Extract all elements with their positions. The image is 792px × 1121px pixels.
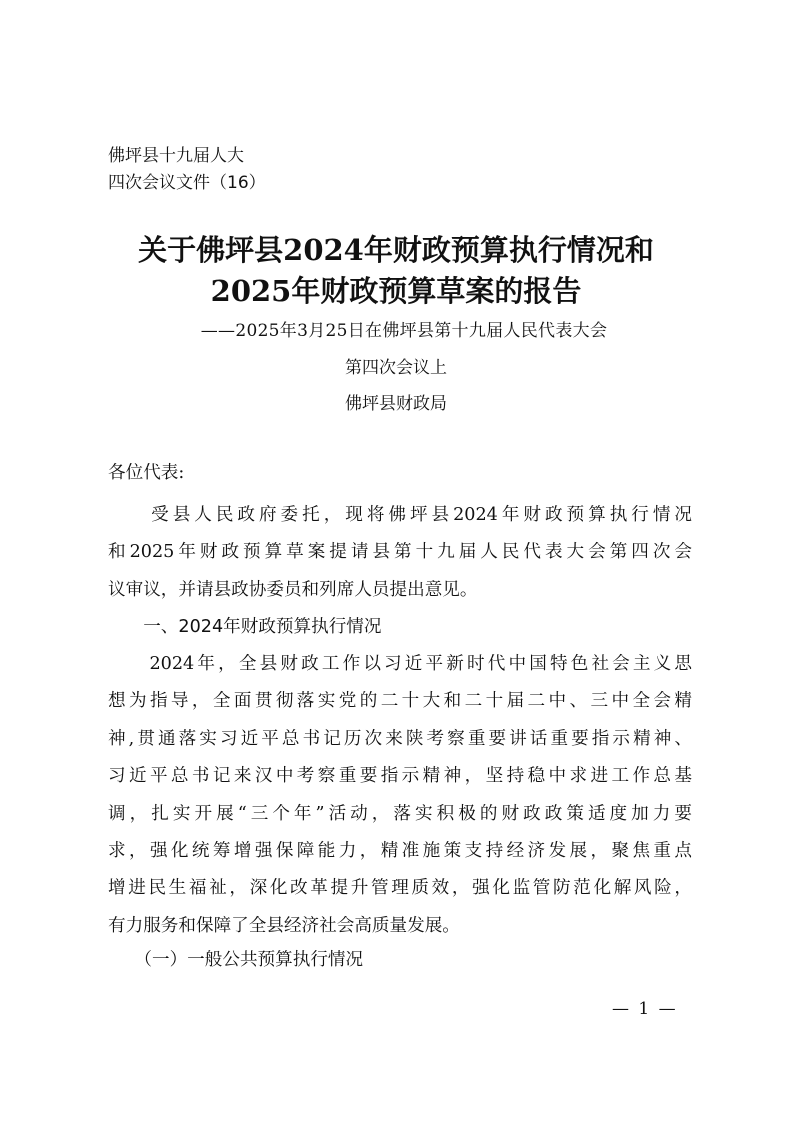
document-meta-session: 佛坪县十九届人大 [108,146,244,166]
paragraph-line: 2024年，全县财政工作以习近平新时代中国特色社会主义思 [108,654,692,674]
paragraph-line: 想为指导，全面贯彻落实党的二十大和二十届二中、三中全会精 [108,691,692,712]
paragraph-line: 习近平总书记来汉中考察重要指示精神，坚持稳中求进工作总基 [108,766,692,787]
document-title-line-1: 关于佛坪县2024年财政预算执行情况和 [138,233,654,267]
page-number: — 1 — [612,999,678,1019]
paragraph-line: 有力服务和保障了全县经济社会高质量发展。 [108,915,460,936]
paragraph-line: 受县人民政府委托，现将佛坪县2024年财政预算执行情况 [108,505,692,525]
salutation: 各位代表: [108,463,185,483]
subtitle-session-line: 第四次会议上 [345,358,447,378]
subtitle-date-line: ——2025年3月25日在佛坪县第十九届人民代表大会 [200,321,608,341]
document-title-line-2: 2025年财政预算草案的报告 [210,274,582,308]
paragraph-line: 和2025年财政预算草案提请县第十九届人民代表大会第四次会 [108,542,692,563]
paragraph-line: 神,贯通落实习近平总书记历次来陕考察重要讲话重要指示精神、 [108,728,692,749]
execution-paragraph [108,646,692,945]
document-meta-file-number: 四次会议文件（16） [108,173,266,193]
paragraph-line: 增进民生福祉，深化改革提升管理质效，强化监管防范化解风险， [108,878,692,899]
section-heading-1: 一、2024年财政预算执行情况 [108,617,382,637]
paragraph-line: 求，强化统筹增强保障能力，精准施策支持经济发展，聚焦重点 [108,840,692,861]
subtitle-author: 佛坪县财政局 [345,394,447,414]
intro-paragraph [108,497,692,609]
paragraph-line: 议审议，并请县政协委员和列席人员提出意见。 [108,579,478,600]
paragraph-line: 调，扎实开展“三个年”活动，落实积极的财政政策适度加力要 [108,803,692,824]
section-subheading-general-budget: （一）一般公共预算执行情况 [108,950,364,970]
